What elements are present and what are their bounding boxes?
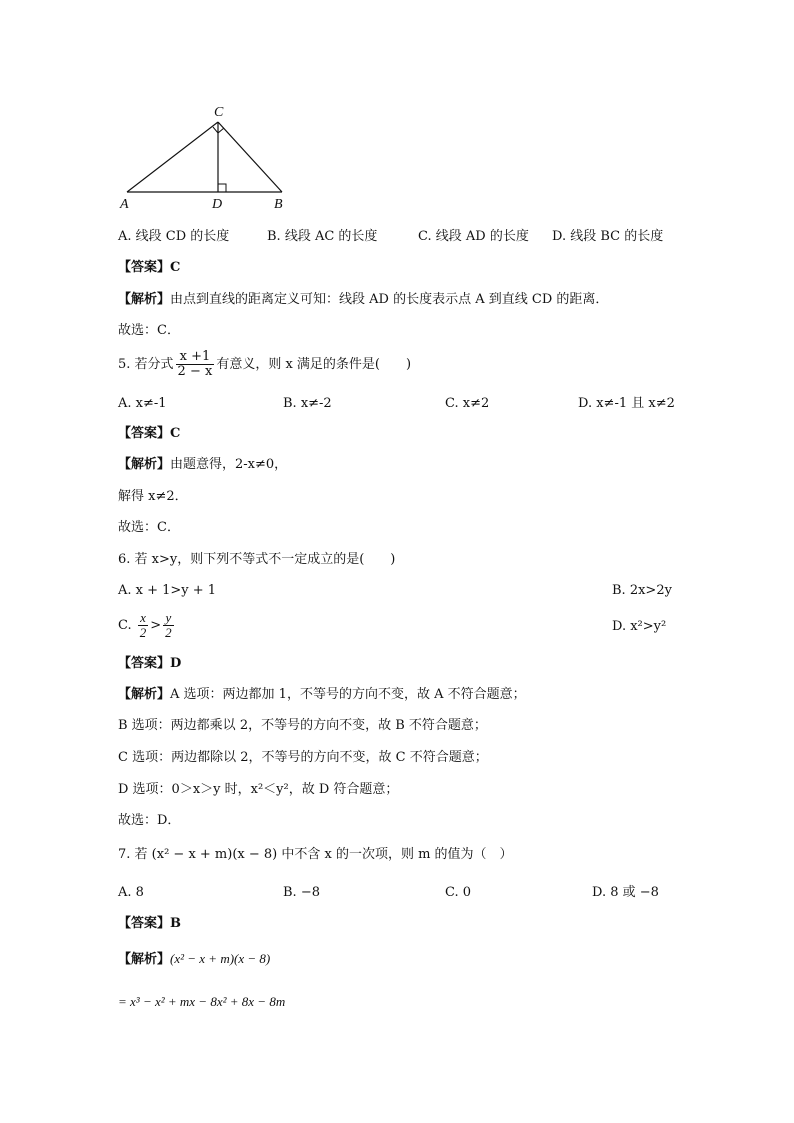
q5-analysis-text: 由题意得，2-x≠0， (170, 457, 288, 472)
q5-stem-prefix: 5. 若分式 (118, 357, 174, 372)
q4-analysis-label: 【解析】 (118, 292, 171, 307)
q7-option-c: C. 0 (445, 885, 472, 900)
q6-analysis-label: 【解析】 (118, 687, 171, 702)
q7-option-a: A. 8 (118, 885, 144, 900)
q6-option-b: B. 2x>2y (612, 583, 672, 598)
label-b: B (274, 197, 283, 212)
q6-answer: 【答案】D (118, 656, 182, 671)
q7-stem: 7. 若 (x² − x + m)(x − 8) 中不含 x 的一次项，则 m 的值为（ ） (118, 847, 513, 862)
q5-fraction-numerator: x +1 (176, 350, 215, 365)
q4-option-a: A. 线段 CD 的长度 (118, 229, 230, 244)
q4-option-d: D. 线段 BC 的长度 (552, 229, 664, 244)
q6-option-a: A. x + 1>y + 1 (118, 583, 217, 598)
q6-stem: 6. 若 x>y，则下列不等式不一定成立的是( ) (118, 552, 396, 567)
q5-stem-suffix: 有意义，则 x 满足的条件是( ) (216, 357, 412, 372)
q6-option-c-den1: 2 (139, 625, 147, 640)
q5-fraction-denominator: 2 − x (177, 364, 213, 379)
segment-bc (218, 122, 282, 192)
q5-option-a: A. x≠-1 (118, 396, 167, 411)
q5-conclusion: 故选：C． (118, 520, 180, 535)
label-c: C (214, 105, 224, 120)
q7-option-d: D. 8 或 −8 (592, 885, 659, 900)
right-angle-mark-d (218, 184, 226, 192)
q6-option-c-fraction-y (163, 611, 174, 640)
q7-answer: 【答案】B (118, 916, 181, 931)
q6-analysis-line1: A 选项：两边都加 1，不等号的方向不变，故 A 不符合题意； (170, 687, 526, 702)
q7-analysis-expr: (x² − x + m)(x − 8) (170, 951, 271, 966)
q4-analysis-text: 由点到直线的距离定义可知：线段 AD 的长度表示点 A 到直线 CD 的距离． (170, 292, 609, 307)
q4-option-c: C. 线段 AD 的长度 (418, 229, 529, 244)
q6-option-d: D. x²>y² (612, 619, 667, 634)
q4-conclusion: 故选：C． (118, 323, 180, 338)
q4-analysis (118, 291, 608, 309)
q6-option-c (118, 611, 176, 640)
triangle-figure (110, 100, 300, 212)
q6-analysis-line2: B 选项：两边都乘以 2，不等号的方向不变，故 B 不符合题意； (118, 718, 487, 733)
q6-option-c-num1: x (138, 611, 149, 626)
q5-fraction (176, 350, 215, 379)
q6-option-c-fraction-x (138, 611, 149, 640)
q5-option-b: B. x≠-2 (283, 396, 332, 411)
q6-conclusion: 故选：D． (118, 813, 181, 828)
q7-expansion: = x³ − x² + mx − 8x² + 8x − 8m (118, 994, 286, 1009)
q7-option-b: B. −8 (283, 885, 320, 900)
q5-option-c: C. x≠2 (445, 396, 490, 411)
q5-stem (118, 350, 411, 379)
q5-analysis-label: 【解析】 (118, 457, 171, 472)
q5-step: 解得 x≠2． (118, 489, 188, 504)
segment-ac (127, 122, 218, 192)
q5-analysis (118, 456, 287, 474)
q6-option-c-den2: 2 (165, 625, 172, 640)
q6-analysis (118, 686, 526, 704)
label-a: A (120, 197, 129, 212)
q6-option-c-op: > (150, 618, 162, 633)
q6-option-c-num2: y (163, 611, 174, 626)
q6-analysis-line4: D 选项：0＞x＞y 时，x²＜y²，故 D 符合题意； (118, 782, 399, 797)
q6-option-c-prefix: C. (118, 618, 136, 633)
q7-analysis-label: 【解析】 (118, 952, 171, 967)
q4-option-b: B. 线段 AC 的长度 (267, 229, 378, 244)
label-d: D (212, 197, 223, 212)
q7-analysis (118, 950, 270, 969)
q6-analysis-line3: C 选项：两边都除以 2，不等号的方向不变，故 C 不符合题意； (118, 750, 488, 765)
q4-answer: 【答案】C (118, 260, 181, 275)
q5-option-d: D. x≠-1 且 x≠2 (578, 396, 675, 411)
q5-answer: 【答案】C (118, 426, 181, 441)
